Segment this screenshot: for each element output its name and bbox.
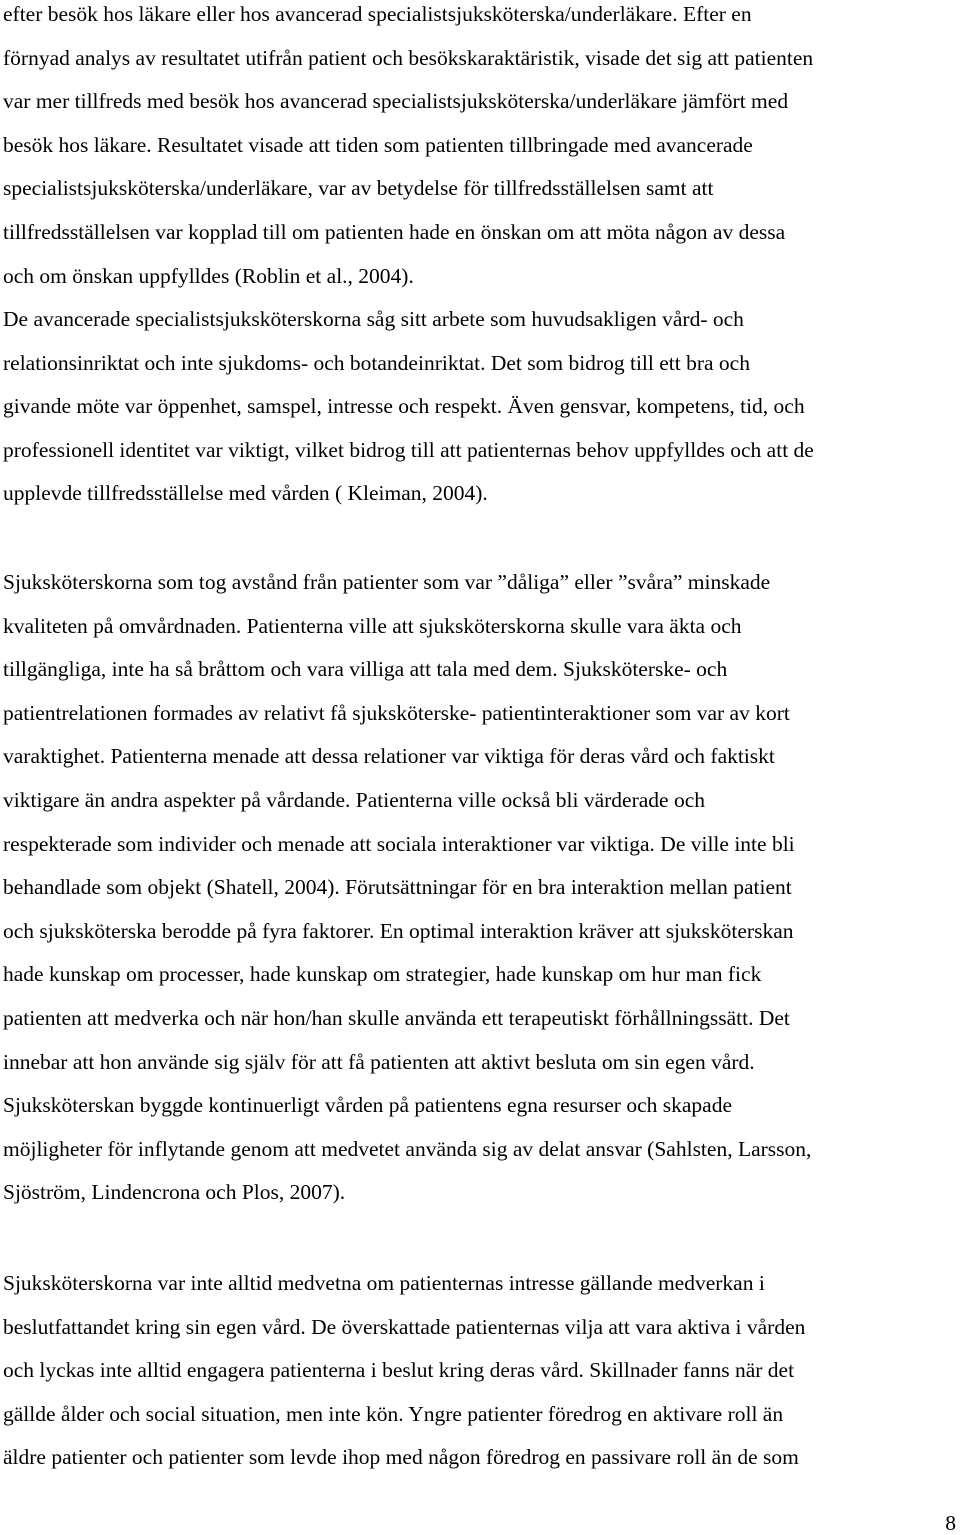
text-line: Sjuksköterskorna var inte alltid medvetna om patienternas intresse gällande medverkan i — [3, 1271, 765, 1295]
text-line: viktigare än andra aspekter på vårdande. Patienterna ville också bli värderade och — [3, 787, 706, 812]
text-line: Sjuksköterskan byggde kontinuerligt vården på patientens egna resurser och skapade — [3, 1093, 732, 1118]
text-line: respekterade som individer och menade att sociala interaktioner var viktiga. De ville inte bli — [3, 831, 795, 856]
text-line: innebar att hon använde sig själv för att få patienten att aktivt besluta om sin egen vård. — [3, 1049, 755, 1074]
text-line: och om önskan uppfylldes (Roblin et al., 2004). — [3, 263, 414, 288]
paragraph-3 — [3, 561, 960, 1215]
text-line: givande möte var öppenhet, samspel, intresse och respekt. Även gensvar, kompetens, tid, och — [3, 394, 805, 419]
paragraph-2 — [3, 298, 960, 516]
text-line: varaktighet. Patienterna menade att dessa relationer var viktiga för deras vård och faktiskt — [3, 744, 775, 769]
text-line: specialistsjuksköterska/underläkare, var av betydelse för tillfredsställelsen samt att — [3, 176, 714, 201]
page-number: 8 — [945, 1511, 956, 1535]
text-line: efter besök hos läkare eller hos avancerad specialistsjuksköterska/underläkare. Efter en — [3, 2, 752, 26]
text-line: tillfredsställelsen var kopplad till om patienten hade en önskan om att möta någon av dessa — [3, 219, 786, 244]
text-line: gällde ålder och social situation, men inte kön. Yngre patienter föredrog en aktivare roll än — [3, 1401, 784, 1426]
text-line: relationsinriktat och inte sjukdoms- och botandeinriktat. Det som bidrog till ett bra och — [3, 350, 750, 375]
text-line: patienten att medverka och när hon/han skulle använda ett terapeutiskt förhållningssätt. Det — [3, 1005, 790, 1030]
text-line: Sjuksköterskorna som tog avstånd från patienter som var ”dåliga” eller ”svåra” minskade — [3, 570, 771, 594]
paragraph-1 — [3, 0, 960, 298]
text-line: förnyad analys av resultatet utifrån patient och besökskaraktäristik, visade det sig att patienten — [3, 45, 814, 70]
text-line: behandlade som objekt (Shatell, 2004). Förutsättningar för en bra interaktion mellan patient — [3, 875, 792, 900]
text-line: De avancerade specialistsjuksköterskorna såg sitt arbete som huvudsakligen vård- och — [3, 307, 744, 331]
text-line: Sjöström, Lindencrona och Plos, 2007). — [3, 1180, 346, 1205]
paragraph-4 — [3, 1262, 960, 1480]
text-line: äldre patienter och patienter som levde ihop med någon föredrog en passivare roll än de som — [3, 1445, 799, 1470]
text-line: upplevde tillfredsställelse med vården ( Kleiman, 2004). — [3, 481, 488, 506]
text-line: hade kunskap om processer, hade kunskap om strategier, hade kunskap om hur man fick — [3, 962, 762, 987]
text-line: kvaliteten på omvårdnaden. Patienterna ville att sjuksköterskorna skulle vara äkta och — [3, 613, 742, 638]
text-line: besök hos läkare. Resultatet visade att tiden som patienten tillbringade med avancerade — [3, 132, 753, 157]
text-line: patientrelationen formades av relativt få sjuksköterske- patientinteraktioner som var av kort — [3, 700, 790, 725]
text-line: möjligheter för inflytande genom att medvetet använda sig av delat ansvar (Sahlsten, Larsson, — [3, 1136, 812, 1161]
text-line: beslutfattandet kring sin egen vård. De överskattade patienternas vilja att vara aktiva i vården — [3, 1314, 806, 1339]
text-line: professionell identitet var viktigt, vilket bidrog till att patienternas behov uppfylldes och att de — [3, 437, 814, 462]
text-line: var mer tillfreds med besök hos avancerad specialistsjuksköterska/underläkare jämfört med — [3, 89, 789, 114]
text-line: och sjuksköterska berodde på fyra faktorer. En optimal interaktion kräver att sjuksköterskan — [3, 918, 794, 943]
text-line: tillgängliga, inte ha så bråttom och vara villiga att tala med dem. Sjuksköterske- och — [3, 657, 728, 682]
text-line: och lyckas inte alltid engagera patienterna i beslut kring deras vård. Skillnader fanns när det — [3, 1358, 795, 1383]
